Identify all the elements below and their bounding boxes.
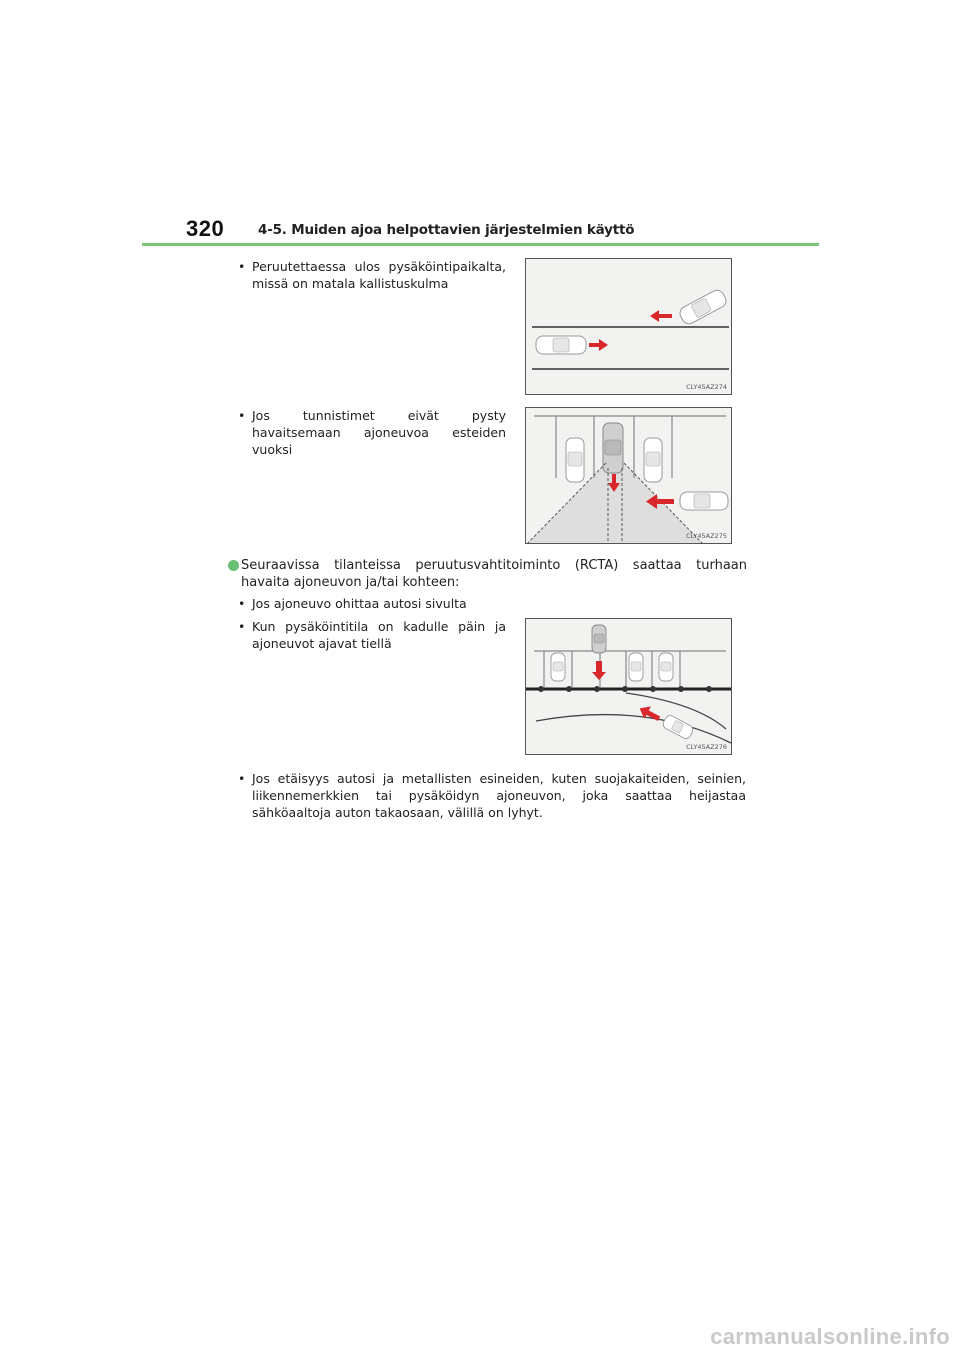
left-arrow-icon <box>636 702 662 725</box>
bullet-marker: • <box>238 619 246 634</box>
section-title: 4-5. Muiden ajoa helpottavien järjestelmien käyttö <box>258 222 635 238</box>
approaching-car-icon <box>680 492 728 510</box>
figure-1-illustration <box>526 259 732 395</box>
bullet-item-street-facing-parking <box>238 618 506 652</box>
figure-code: CLY45AZ275 <box>686 532 727 540</box>
bullet-item-passing-vehicle <box>238 595 506 612</box>
figure-3-illustration <box>526 619 732 755</box>
bullet-text: Kun pysäköintitila on kadulle päin ja ajoneuvot ajavat tiellä <box>252 619 506 651</box>
approaching-car-icon <box>661 714 694 740</box>
passing-car-icon <box>536 336 586 354</box>
figure-street-facing-parking <box>525 618 732 755</box>
bullet-text: Jos etäisyys autosi ja metallisten esineiden, kuten suojakaiteiden, seinien, liikennemerkkien tai pysäköidyn ajoneuvon, joka saattaa heijastaa sähköaaltoja auton takaosaan, välillä on lyhyt. <box>252 771 746 820</box>
bullet-text: Jos ajoneuvo ohittaa autosi sivulta <box>252 596 467 611</box>
parked-car-icon <box>629 653 643 681</box>
bullet-text: Peruutettaessa ulos pysäköintipaikalta, missä on matala kallistuskulma <box>252 259 506 291</box>
parked-car-icon <box>659 653 673 681</box>
right-arrow-icon <box>589 339 608 351</box>
bullet-item-obstructed-sensors <box>238 407 506 458</box>
left-arrow-icon <box>650 310 672 322</box>
bullet-marker: • <box>238 408 246 423</box>
figure-code: CLY45AZ274 <box>686 383 727 391</box>
figure-2-illustration <box>526 408 732 544</box>
bullet-item-shallow-angle <box>238 258 506 292</box>
angled-parked-car-icon <box>678 288 729 326</box>
parked-car-right-icon <box>644 438 662 482</box>
figure-code: CLY45AZ276 <box>686 743 727 751</box>
watermark: carmanualsonline.info <box>710 1324 950 1349</box>
bullet-marker: • <box>238 596 246 611</box>
header-rule <box>142 243 819 246</box>
down-arrow-icon <box>592 661 606 680</box>
note-marker-icon <box>228 560 239 571</box>
parked-car-icon <box>551 653 565 681</box>
parked-car-left-icon <box>566 438 584 482</box>
reversing-car-icon <box>603 423 623 473</box>
bullet-item-metal-objects <box>238 770 746 821</box>
bullet-text: Jos tunnistimet eivät pysty havaitsemaan ajoneuvoa esteiden vuoksi <box>252 408 506 457</box>
note-rcta-false-detection: Seuraavissa tilanteissa peruutusvahtitoiminto (RCTA) saattaa turhaan havaita ajoneuvon ja/tai kohteen: <box>241 558 747 590</box>
bullet-marker: • <box>238 771 246 786</box>
figure-obstructed-sensors <box>525 407 732 544</box>
bullet-marker: • <box>238 259 246 274</box>
figure-shallow-angle-parking <box>525 258 732 395</box>
page-number: 320 <box>186 216 225 241</box>
reversing-car-icon <box>592 625 606 653</box>
